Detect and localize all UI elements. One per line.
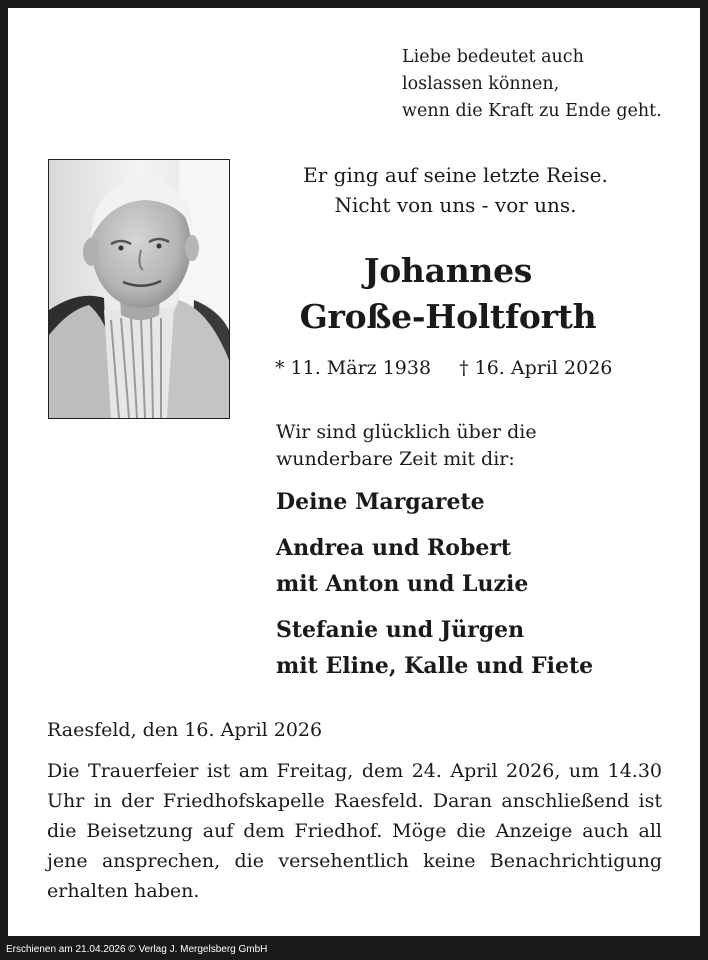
intro-line: wunderbare Zeit mit dir:: [276, 448, 515, 470]
intro-text: [276, 419, 537, 473]
family-line: Andrea und Robert: [276, 535, 512, 561]
ceremony-text: Die Trauerfeier ist am Freitag, dem 24. April 2026, um 14.30 Uhr in der Friedhofskapelle Raesfeld. Daran anschließend ist die Beisetzung auf dem Friedhof. Möge die Anzeige auch all jene ansprechen, die versehentlich keine Benachrichtigung erhalten haben.: [47, 760, 662, 902]
death-date: † 16. April 2026: [459, 357, 613, 379]
intro-line: Wir sind glücklich über die: [276, 421, 537, 443]
birth-date: * 11. März 1938: [275, 357, 432, 379]
motto-line: Liebe bedeutet auch: [402, 47, 584, 67]
family-line: Deine Margarete: [276, 489, 485, 515]
motto-text: [402, 44, 702, 125]
motto-line: loslassen können,: [402, 74, 560, 94]
quote-line: Er ging auf seine letzte Reise.: [303, 163, 608, 187]
family-line: mit Eline, Kalle und Fiete: [276, 653, 594, 679]
portrait-photo: [48, 159, 230, 419]
last-name: Große-Holtforth: [299, 297, 597, 336]
family-group: [276, 612, 593, 684]
motto-line: wenn die Kraft zu Ende geht.: [402, 101, 662, 121]
place-date: Raesfeld, den 16. April 2026: [47, 719, 323, 741]
life-dates: [275, 355, 612, 381]
family-group: [276, 484, 485, 520]
first-name: Johannes: [363, 251, 533, 290]
quote-text: [268, 160, 643, 220]
family-line: Stefanie und Jürgen: [276, 617, 525, 643]
family-group: [276, 530, 528, 602]
deceased-name: [263, 248, 633, 340]
quote-line: Nicht von uns - vor uns.: [334, 193, 577, 217]
publication-footer: Erschienen am 21.04.2026 © Verlag J. Mergelsberg GmbH: [6, 944, 268, 955]
obituary-notice: [8, 8, 700, 936]
family-line: mit Anton und Luzie: [276, 571, 529, 597]
